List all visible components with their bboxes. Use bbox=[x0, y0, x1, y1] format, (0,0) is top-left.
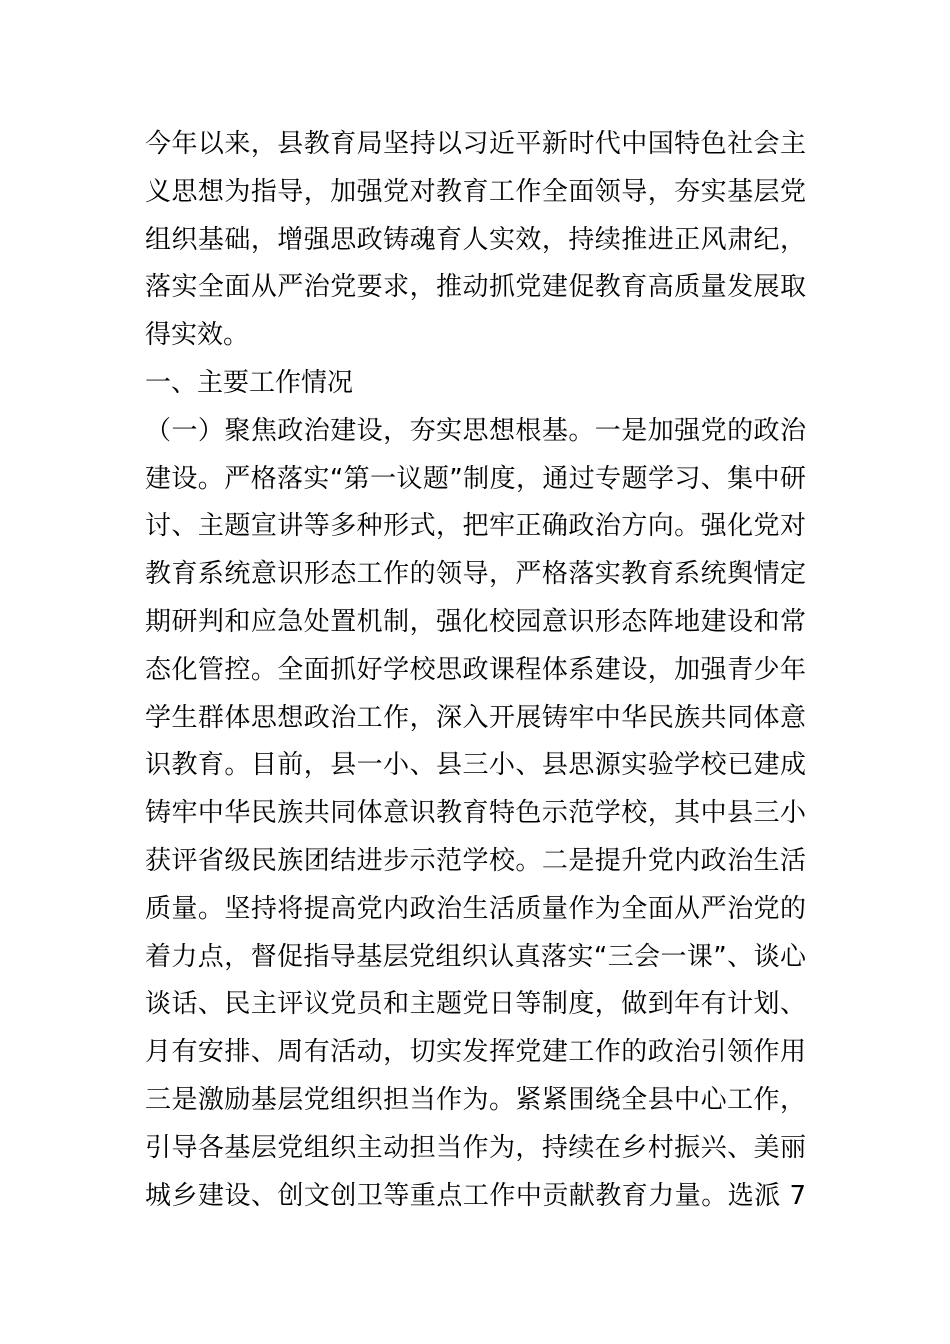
text-line: 质量。坚持将提高党内政治生活质量作为全面从严治党的 bbox=[145, 893, 806, 924]
text-line: 期研判和应急处置机制，强化校园意识形态阵地建设和常 bbox=[145, 606, 806, 637]
text-line: 识教育。目前，县一小、县三小、县思源实验学校已建成 bbox=[145, 750, 806, 781]
text-line: 得实效。 bbox=[145, 320, 250, 351]
text-line: 组织基础，增强思政铸魂育人实效，持续推进正风肃纪， bbox=[145, 224, 806, 255]
text-line: 月有安排、周有活动，切实发挥党建工作的政治引领作用 bbox=[145, 1037, 806, 1068]
text-line: 引导各基层党组织主动担当作为，持续在乡村振兴、美丽 bbox=[145, 1132, 806, 1163]
text-line: 铸牢中华民族共同体意识教育特色示范学校，其中县三小 bbox=[145, 798, 806, 829]
text-line: 建设。严格落实“第一议题”制度，通过专题学习、集中研 bbox=[145, 463, 806, 494]
text-line: 谈话、民主评议党员和主题党日等制度，做到年有计划、 bbox=[145, 989, 806, 1020]
text-line: 学生群体思想政治工作，深入开展铸牢中华民族共同体意 bbox=[145, 702, 806, 733]
document-body bbox=[145, 121, 806, 1220]
text-line: 落实全面从严治党要求，推动抓党建促教育高质量发展取 bbox=[145, 272, 806, 303]
text-line: 义思想为指导，加强党对教育工作全面领导，夯实基层党 bbox=[145, 176, 806, 207]
text-line: 态化管控。全面抓好学校思政课程体系建设，加强青少年 bbox=[145, 654, 806, 685]
text-line: 三是激励基层党组织担当作为。紧紧围绕全县中心工作， bbox=[145, 1084, 806, 1115]
text-line: 获评省级民族团结进步示范学校。二是提升党内政治生活 bbox=[145, 845, 806, 876]
text-line: （一）聚焦政治建设，夯实思想根基。一是加强党的政治 bbox=[145, 415, 806, 446]
text-line: 城乡建设、创文创卫等重点工作中贡献教育力量。选派 7 bbox=[145, 1180, 806, 1211]
text-line: 着力点，督促指导基层党组织认真落实“三会一课”、谈心 bbox=[145, 941, 806, 972]
text-line: 讨、主题宣讲等多种形式，把牢正确政治方向。强化党对 bbox=[145, 511, 806, 542]
text-line: 教育系统意识形态工作的领导，严格落实教育系统舆情定 bbox=[145, 559, 806, 590]
text-line: 今年以来，县教育局坚持以习近平新时代中国特色社会主 bbox=[145, 129, 806, 159]
section-heading: 一、主要工作情况 bbox=[145, 367, 354, 398]
